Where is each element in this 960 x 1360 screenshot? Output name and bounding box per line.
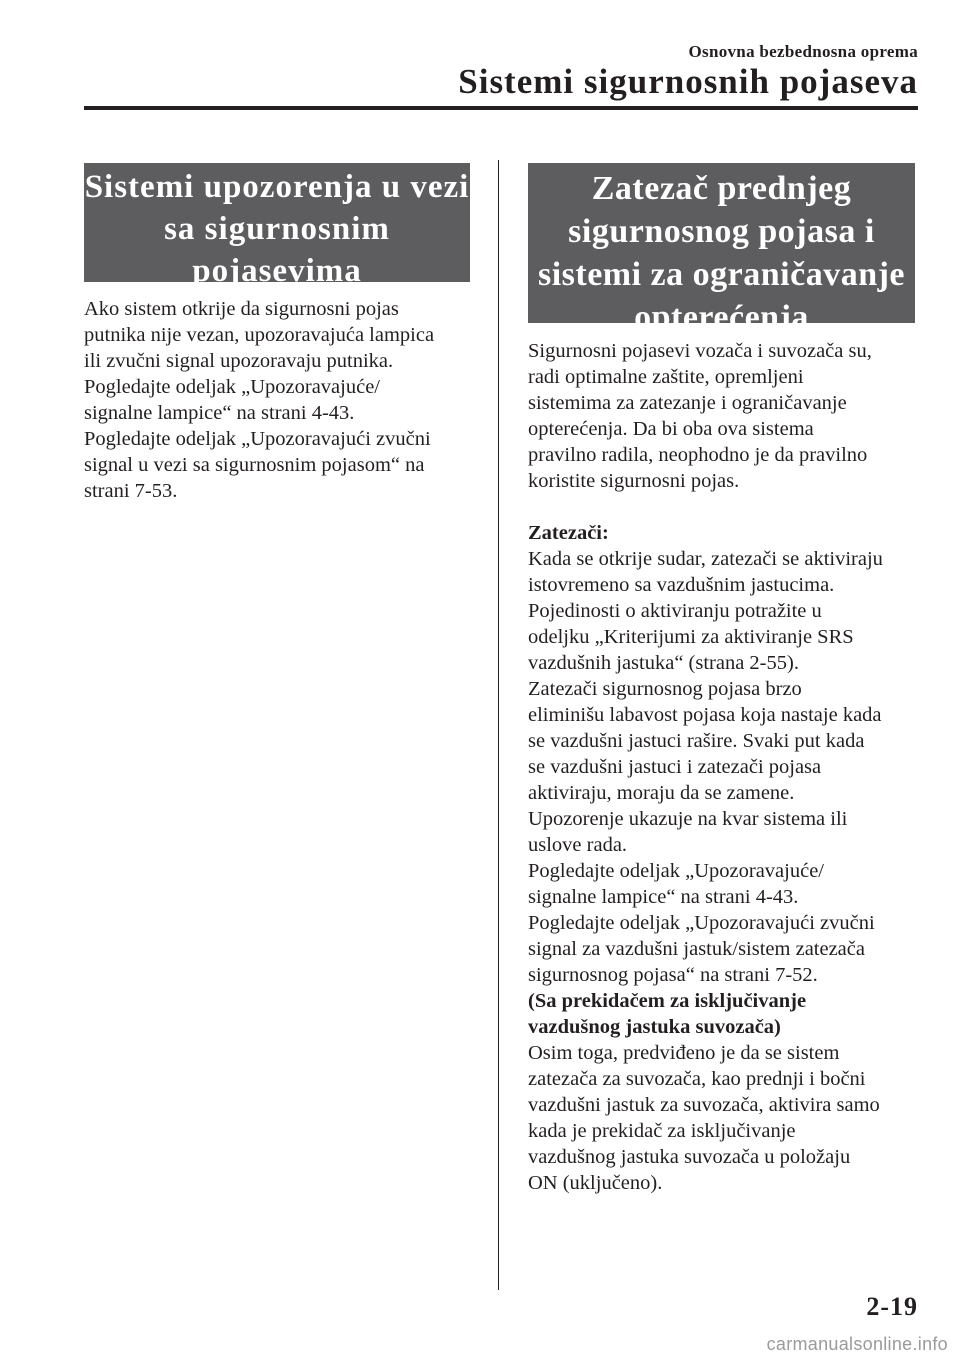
text-line: vazdušnih jastuka“ (strana 2-55). (528, 652, 799, 674)
page-number: 2-19 (866, 1292, 918, 1321)
column-divider (498, 160, 499, 1290)
heading-line: Sistemi upozorenja u vezi (84, 169, 470, 205)
heading-line: sigurnosnog pojasa i (568, 213, 875, 250)
text-line: Kada se otkrije sudar, zatezači se aktiviraju (528, 548, 883, 570)
text-line: opterećenja. Da bi oba ova sistema (528, 418, 814, 440)
text-line: vazdušnog jastuka suvozača u položaju (528, 1146, 851, 1168)
text-line: vazdušni jastuk za suvozača, aktivira samo (528, 1094, 880, 1116)
text-line: ili zvučni signal upozoravaju putnika. (84, 350, 394, 372)
text-line: odeljku „Kriterijumi za aktiviranje SRS (528, 626, 854, 648)
text-line: sigurnosnog pojasa“ na strani 7-52. (528, 964, 818, 986)
section-name: Osnovna bezbednosna oprema (688, 42, 918, 61)
page-title: Sistemi sigurnosnih pojaseva (458, 62, 918, 101)
heading-pretensioner (528, 163, 915, 336)
text-line: Upozorenje ukazuje na kvar sistema ili (528, 808, 848, 830)
text-line: pravilno radila, neophodno je da pravilno (528, 444, 868, 466)
text-line: Ako sistem otkrije da sigurnosni pojas (84, 298, 399, 320)
text-line: zatezača za suvozača, kao prednji i bočni (528, 1068, 866, 1090)
heading-seatbelt-warning (84, 163, 470, 289)
heading-line: sa sigurnosnim (164, 211, 390, 247)
left-body-text (84, 296, 484, 504)
text-line: kada je prekidač za isključivanje (528, 1120, 796, 1142)
text-line: Pogledajte odeljak „Upozoravajući zvučni (528, 912, 875, 934)
text-line: ON (uključeno). (528, 1172, 663, 1194)
text-line: Zatezači sigurnosnog pojasa brzo (528, 678, 802, 700)
text-line: istovremeno sa vazdušnim jastucima. (528, 574, 835, 596)
heading-line: Zatezač prednjeg (591, 170, 852, 207)
text-line: radi optimalne zaštite, opremljeni (528, 366, 804, 388)
heading-line: opterećenja (634, 299, 809, 336)
text-line: Pogledajte odeljak „Upozoravajuće/ (84, 376, 380, 398)
text-line: eliminišu labavost pojasa koja nastaje kada (528, 704, 882, 726)
text-line: signal u vezi sa sigurnosnim pojasom“ na (84, 454, 425, 476)
text-line: strani 7-53. (84, 480, 178, 502)
subheading-airbag-switch: vazdušnog jastuka suvozača) (528, 1016, 781, 1038)
text-line: Pogledajte odeljak „Upozoravajući zvučni (84, 428, 431, 450)
header-divider (84, 106, 918, 110)
subheading-pretensioners: Zatezači: (528, 522, 609, 544)
text-line: sistemima za zatezanje i ograničavanje (528, 392, 847, 414)
heading-line: pojasevima (192, 253, 362, 289)
text-line: signal za vazdušni jastuk/sistem zatezača (528, 938, 865, 960)
text-line: signalne lampice“ na strani 4-43. (84, 402, 355, 424)
text-line: koristite sigurnosni pojas. (528, 470, 740, 492)
paragraph-spacer (528, 494, 928, 520)
watermark-text: carmanualsonline.info (766, 1334, 948, 1354)
text-line: Pojedinosti o aktiviranju potražite u (528, 600, 822, 622)
text-line: Osim toga, predviđeno je da se sistem (528, 1042, 840, 1064)
text-line: putnika nije vezan, upozoravajuća lampica (84, 324, 435, 346)
text-line: aktiviraju, moraju da se zamene. (528, 782, 795, 804)
heading-line: sistemi za ograničavanje (537, 256, 906, 293)
text-line: uslove rada. (528, 834, 628, 856)
right-body-text (528, 338, 928, 1196)
subheading-airbag-switch: (Sa prekidačem za isključivanje (528, 990, 807, 1012)
text-line: se vazdušni jastuci rašire. Svaki put kada (528, 730, 865, 752)
text-line: Pogledajte odeljak „Upozoravajuće/ (528, 860, 824, 882)
text-line: signalne lampice“ na strani 4-43. (528, 886, 799, 908)
text-line: se vazdušni jastuci i zatezači pojasa (528, 756, 822, 778)
text-line: Sigurnosni pojasevi vozača i suvozača su, (528, 340, 872, 362)
